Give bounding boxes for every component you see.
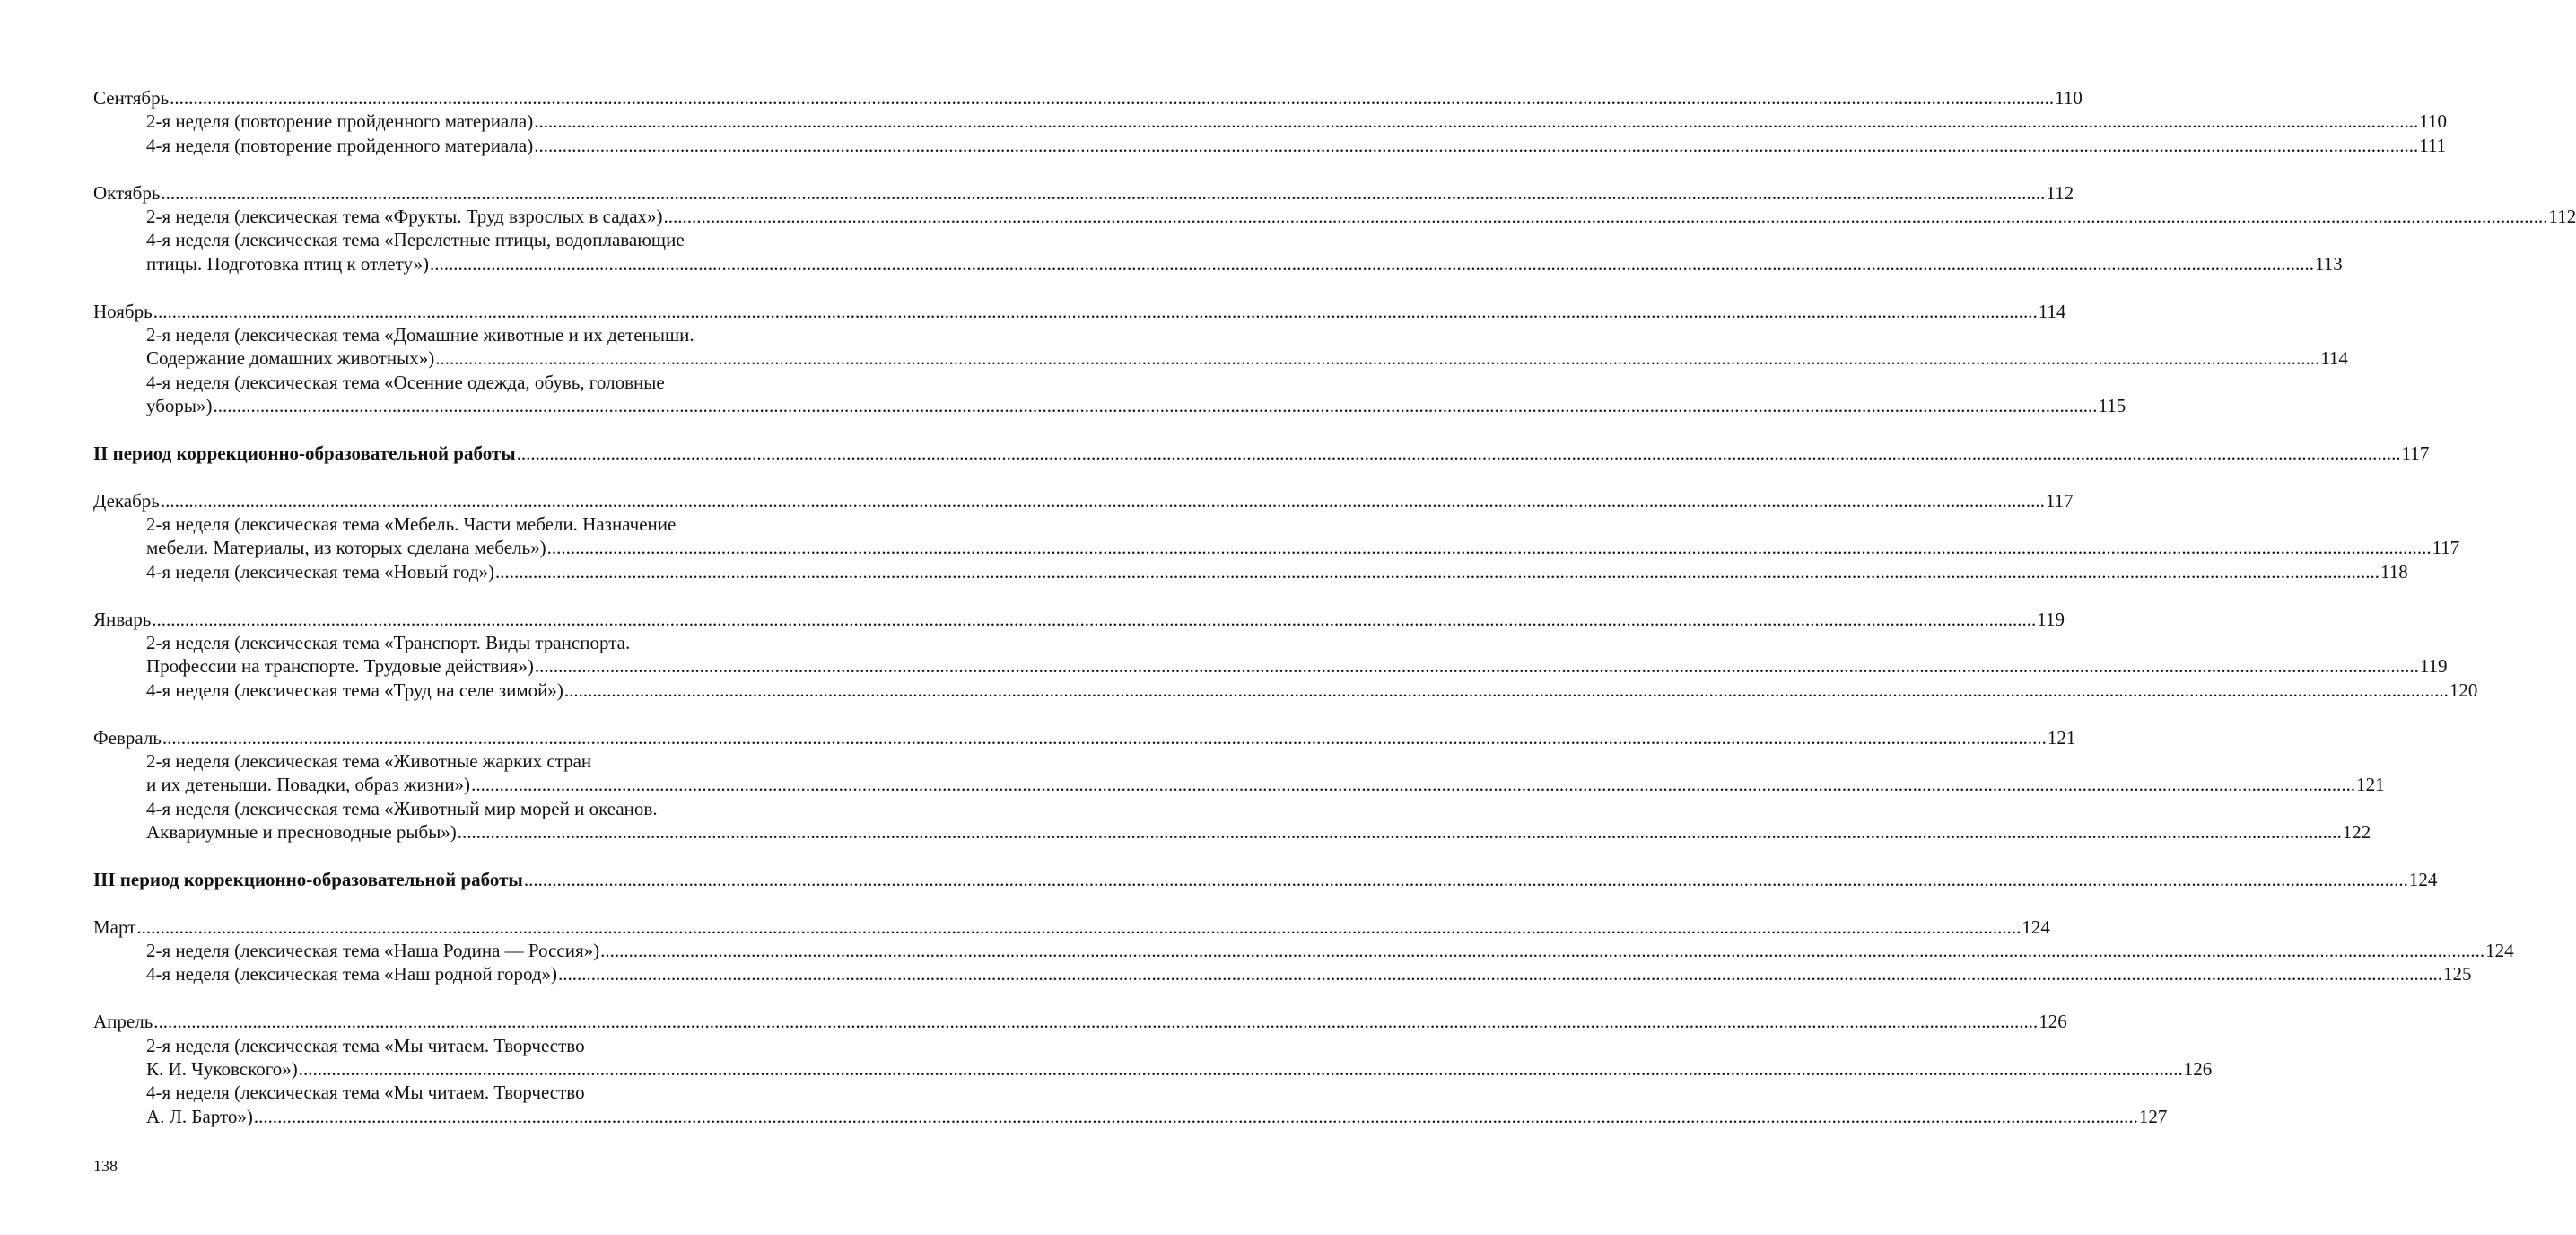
dot-leader: ................................................................................................................................................................................................................................................................................................................................................................................................................ <box>546 537 2432 559</box>
toc-page-number: 120 <box>2449 679 2478 701</box>
toc-entry-title: К. И. Чуковского») <box>146 1058 298 1080</box>
dot-leader: ................................................................................................................................................................................................................................................................................................................................................................................................................ <box>516 442 2401 464</box>
toc-subentry <box>93 1034 782 1057</box>
toc-page-number: 117 <box>2432 537 2460 559</box>
dot-leader: ................................................................................................................................................................................................................................................................................................................................................................................................................ <box>161 181 2046 204</box>
toc-entry-title: Февраль <box>93 726 162 749</box>
toc-page-number: 111 <box>2419 134 2447 156</box>
page-number: 138 <box>93 1157 118 1175</box>
toc-page-number: 119 <box>2419 655 2448 678</box>
toc-page-number: 110 <box>2419 110 2447 133</box>
toc-page-number: 121 <box>2356 774 2385 796</box>
toc-page-number: 114 <box>2320 347 2348 370</box>
toc-entry-title: мебели. Материалы, из которых сделана мебель») <box>146 537 546 559</box>
toc-subentry <box>93 134 2447 157</box>
dot-leader: ................................................................................................................................................................................................................................................................................................................................................................................................................ <box>663 205 2548 227</box>
toc-page-number: 117 <box>2401 442 2430 464</box>
toc-subentry <box>93 962 2472 985</box>
toc-entry-title: 2-я неделя (лексическая тема «Мебель. Части мебели. Назначение <box>146 513 677 536</box>
toc-spacer <box>93 465 782 488</box>
toc-subentry <box>93 371 782 394</box>
toc-spacer <box>93 157 782 180</box>
toc-section-entry <box>93 442 2430 465</box>
toc-entry-title: 2-я неделя (лексическая тема «Наша Родина — Россия») <box>146 940 600 962</box>
toc-subentry <box>93 205 2576 228</box>
toc-page-number: 124 <box>2408 868 2438 890</box>
toc-page-number: 125 <box>2443 963 2472 985</box>
toc-entry-title: уборы») <box>146 395 213 417</box>
toc-subentry <box>93 749 782 773</box>
toc-subentry <box>93 773 2385 796</box>
toc-entry-title: Сентябрь <box>93 86 170 109</box>
toc-section-entry <box>93 608 2065 631</box>
toc-section-entry <box>93 868 2438 891</box>
toc-page-number: 126 <box>2039 1011 2067 1033</box>
toc-entry-title: Октябрь <box>93 181 161 204</box>
toc-entry-title: 4-я неделя (лексическая тема «Новый год») <box>146 560 495 582</box>
toc-page-number: 110 <box>2055 86 2083 109</box>
toc-entry-title: 4-я неделя (лексическая тема «Животный мир морей и океанов. <box>146 797 658 819</box>
toc-section-entry <box>93 489 2074 512</box>
toc-entry-title: Ноябрь <box>93 300 153 322</box>
dot-leader: ................................................................................................................................................................................................................................................................................................................................................................................................................ <box>435 347 2320 370</box>
toc-entry-title: 4-я неделя (повторение пройденного материала) <box>146 134 534 156</box>
toc-entry-title: 2-я неделя (лексическая тема «Фрукты. Труд взрослых в садах») <box>146 205 663 227</box>
toc-page-number: 121 <box>2047 726 2076 749</box>
toc-subentry <box>93 654 2448 678</box>
toc-section-entry <box>93 300 2066 323</box>
toc-page-number: 122 <box>2342 821 2371 844</box>
toc-subentry <box>93 536 2460 559</box>
dot-leader: ................................................................................................................................................................................................................................................................................................................................................................................................................ <box>534 110 2419 133</box>
toc-entry-title: 2-я неделя (лексическая тема «Домашние животные и их детеныши. <box>146 323 694 346</box>
toc-subentry <box>93 939 2514 962</box>
dot-leader: ................................................................................................................................................................................................................................................................................................................................................................................................................ <box>162 726 2047 749</box>
toc-spacer <box>93 845 782 868</box>
dot-leader: ................................................................................................................................................................................................................................................................................................................................................................................................................ <box>160 489 2045 512</box>
dot-leader: ................................................................................................................................................................................................................................................................................................................................................................................................................ <box>430 252 2315 275</box>
dot-leader: ................................................................................................................................................................................................................................................................................................................................................................................................................ <box>457 821 2342 844</box>
toc-entry-title: и их детеныши. Повадки, образ жизни») <box>146 774 471 796</box>
toc-section-entry <box>93 726 2076 749</box>
toc-spacer <box>93 417 782 441</box>
toc-entry-title: А. Л. Барто») <box>146 1105 253 1127</box>
toc-spacer <box>93 986 782 1010</box>
dot-leader: ................................................................................................................................................................................................................................................................................................................................................................................................................ <box>523 868 2408 890</box>
toc-entry-title: 2-я неделя (лексическая тема «Транспорт. Виды транспорта. <box>146 631 631 653</box>
toc-subentry <box>93 1105 2168 1128</box>
toc-subentry <box>93 228 782 251</box>
table-of-contents <box>93 86 2576 1128</box>
toc-section-entry <box>93 915 2050 939</box>
toc-entry-title: II период коррекционно-образовательной работы <box>93 442 516 464</box>
toc-spacer <box>93 276 782 299</box>
toc-entry-title: Апрель <box>93 1011 153 1033</box>
toc-page-number: 118 <box>2380 560 2408 582</box>
toc-spacer <box>93 702 782 725</box>
toc-page-number: 126 <box>2183 1058 2213 1080</box>
dot-leader: ................................................................................................................................................................................................................................................................................................................................................................................................................ <box>534 134 2419 156</box>
toc-entry-title: Содержание домашних животных») <box>146 347 435 370</box>
toc-entry-title: 2-я неделя (повторение пройденного материала) <box>146 110 534 133</box>
toc-subentry <box>93 323 782 346</box>
dot-leader: ................................................................................................................................................................................................................................................................................................................................................................................................................ <box>253 1105 2138 1127</box>
toc-section-entry <box>93 181 2074 205</box>
toc-subentry <box>93 512 782 536</box>
toc-page-number: 117 <box>2045 489 2074 512</box>
toc-entry-title: Март <box>93 915 136 938</box>
dot-leader: ................................................................................................................................................................................................................................................................................................................................................................................................................ <box>534 655 2419 678</box>
toc-page-number: 115 <box>2098 395 2126 417</box>
toc-entry-title: 2-я неделя (лексическая тема «Животные жарких стран <box>146 749 592 772</box>
toc-subentry <box>93 109 2447 133</box>
toc-entry-title: III период коррекционно-образовательной работы <box>93 868 523 890</box>
dot-leader: ................................................................................................................................................................................................................................................................................................................................................................................................................ <box>471 774 2356 796</box>
toc-page-number: 112 <box>2548 205 2576 227</box>
dot-leader: ................................................................................................................................................................................................................................................................................................................................................................................................................ <box>298 1058 2183 1080</box>
toc-subentry <box>93 394 2126 417</box>
toc-entry-title: 4-я неделя (лексическая тема «Мы читаем. Творчество <box>146 1082 585 1104</box>
toc-section-entry <box>93 86 2083 109</box>
dot-leader: ................................................................................................................................................................................................................................................................................................................................................................................................................ <box>153 1011 2039 1033</box>
dot-leader: ................................................................................................................................................................................................................................................................................................................................................................................................................ <box>152 608 2037 630</box>
toc-entry-title: Декабрь <box>93 489 160 512</box>
toc-page-number: 124 <box>2485 940 2514 962</box>
toc-entry-title: птицы. Подготовка птиц к отлету») <box>146 252 430 275</box>
toc-spacer <box>93 891 782 915</box>
toc-subentry <box>93 679 2478 702</box>
dot-leader: ................................................................................................................................................................................................................................................................................................................................................................................................................ <box>213 395 2098 417</box>
toc-section-entry <box>93 1010 2067 1033</box>
toc-page-number: 112 <box>2046 181 2074 204</box>
toc-page-number: 124 <box>2022 915 2050 938</box>
toc-subentry <box>93 1057 2213 1081</box>
toc-subentry <box>93 252 2343 276</box>
toc-page-number: 127 <box>2138 1105 2168 1127</box>
toc-entry-title: 4-я неделя (лексическая тема «Перелетные птицы, водоплавающие <box>146 229 685 251</box>
toc-entry-title: 4-я неделя (лексическая тема «Наш родной город») <box>146 963 558 985</box>
toc-page-number: 114 <box>2038 300 2066 322</box>
dot-leader: ................................................................................................................................................................................................................................................................................................................................................................................................................ <box>170 86 2055 109</box>
dot-leader: ................................................................................................................................................................................................................................................................................................................................................................................................................ <box>600 940 2485 962</box>
toc-page-number: 113 <box>2315 252 2343 275</box>
toc-subentry <box>93 820 2371 844</box>
toc-entry-title: Профессии на транспорте. Трудовые действия») <box>146 655 534 678</box>
toc-subentry <box>93 797 782 820</box>
toc-entry-title: 2-я неделя (лексическая тема «Мы читаем. Творчество <box>146 1034 585 1056</box>
dot-leader: ................................................................................................................................................................................................................................................................................................................................................................................................................ <box>558 963 2443 985</box>
toc-entry-title: Аквариумные и пресноводные рыбы») <box>146 821 457 844</box>
toc-page-number: 119 <box>2037 608 2065 630</box>
toc-entry-title: 4-я неделя (лексическая тема «Труд на селе зимой») <box>146 679 563 701</box>
dot-leader: ................................................................................................................................................................................................................................................................................................................................................................................................................ <box>136 915 2022 938</box>
dot-leader: ................................................................................................................................................................................................................................................................................................................................................................................................................ <box>563 679 2449 701</box>
dot-leader: ................................................................................................................................................................................................................................................................................................................................................................................................................ <box>495 560 2380 582</box>
toc-entry-title: 4-я неделя (лексическая тема «Осенние одежда, обувь, головные <box>146 371 665 393</box>
toc-spacer <box>93 583 782 607</box>
toc-subentry <box>93 560 2408 583</box>
toc-subentry <box>93 346 2348 370</box>
dot-leader: ................................................................................................................................................................................................................................................................................................................................................................................................................ <box>153 300 2038 322</box>
toc-subentry <box>93 1081 782 1104</box>
toc-subentry <box>93 631 782 654</box>
toc-entry-title: Январь <box>93 608 152 630</box>
